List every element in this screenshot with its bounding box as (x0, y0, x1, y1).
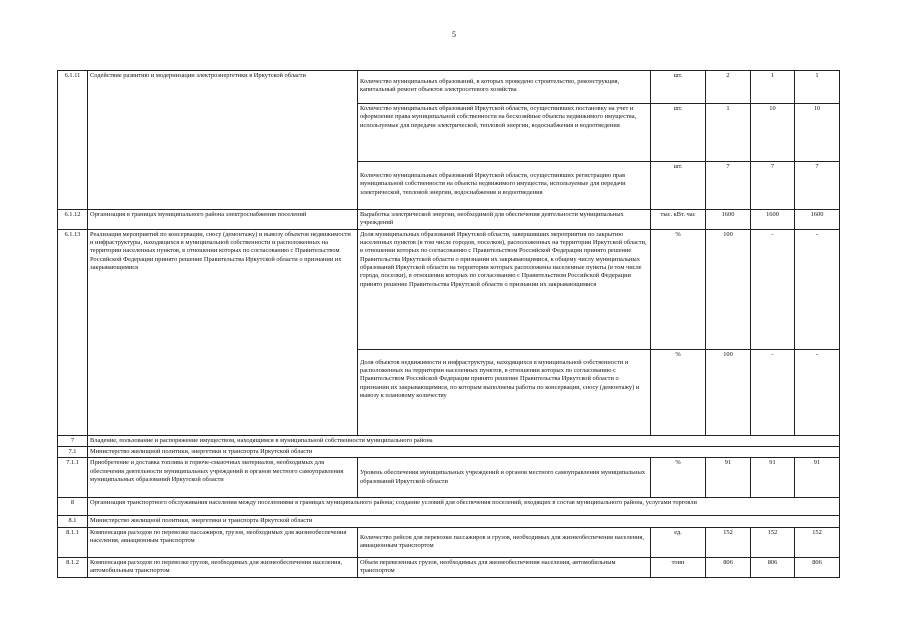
value-cell: 806 (795, 557, 840, 577)
unit-cell: ед. (651, 527, 706, 557)
row-number: 8.1.2 (58, 557, 88, 577)
unit-cell: шт. (651, 162, 706, 210)
unit-cell: шт. (651, 71, 706, 104)
value-cell: 91 (706, 458, 751, 498)
row-number: 6.1.13 (58, 229, 88, 435)
value-cell: 7 (795, 162, 840, 210)
indicators-table (57, 70, 840, 578)
value-cell: 2 (706, 71, 751, 104)
value-cell: 152 (706, 527, 751, 557)
section-number: 7.1 (58, 446, 88, 457)
value-cell: 7 (751, 162, 795, 210)
table-row (58, 527, 840, 557)
value-cell: 100 (706, 349, 751, 435)
activity-name: Приобретение и доставка топлива и горюче-смазочных материалов, необходимых для обеспечения деятельности муниципальных учреждений и органов местного самоуправления муниципальных образований Иркутской области (88, 458, 358, 498)
unit-cell: тонн (651, 557, 706, 577)
activity-name: Компенсация расходов по перевозке грузов, необходимых для жизнеобеспечения населения, автомобильным транспортом (88, 557, 358, 577)
value-cell: - (751, 229, 795, 349)
indicator-text: Количество муниципальных образований, в которых проведено строительство, реконструкция, капитальный ремонт объектов электросетевого хозяйства (358, 71, 651, 104)
value-cell: - (795, 349, 840, 435)
indicator-text: Количество муниципальных образований Иркутской области, осуществивших постановку на учет и оформление права муниципальной собственности на бесхозяйные объекты недвижимого имущества, используемые для передачи электрической, тепловой энергии, водоснабжения и водоотведения (358, 104, 651, 162)
value-cell: 152 (751, 527, 795, 557)
value-cell: 152 (795, 527, 840, 557)
indicator-text: Доля объектов недвижимости и инфраструктуры, находящихся в муниципальной собственности и расположенных на территории населенных пунктов, в отношении которых по согласованию с Правительством Российской Федерации принято решение Правительства Иркутской области о признании их закрывающимися, по которым выполнены работы по консервации, сносу (демонтажу) и вывозу к плановому количеству (358, 349, 651, 435)
section-number: 8 (58, 498, 88, 516)
value-cell: 91 (751, 458, 795, 498)
section-title: Министерство жилищной политики, энергетики и транспорта Иркутской области (88, 516, 840, 527)
row-number: 6.1.12 (58, 210, 88, 230)
value-cell: 806 (706, 557, 751, 577)
value-cell: 91 (795, 458, 840, 498)
value-cell: 1 (795, 71, 840, 104)
section-number: 8.1 (58, 516, 88, 527)
table-row (58, 229, 840, 349)
row-number: 7.1.1 (58, 458, 88, 498)
unit-cell: тыс. кВт. час (651, 210, 706, 230)
activity-name: Реализация мероприятий по консервации, сносу (демонтажу) и вывозу объектов недвижимости и инфраструктуры, находящихся в муниципальной собственности и расположенных на территории населенных пунктов, в отношении которых по согласованию с Правительством Российской Федерации принято решение Правительства Иркутской области о признании их закрывающимися (88, 229, 358, 435)
indicator-text: Объем перевезенных грузов, необходимых для жизнеобеспечения населения, автомобильным транспортом (358, 557, 651, 577)
indicator-text: Количество рейсов для перевозки пассажиров и грузов, необходимых для жизнеобеспечения населения, авиационным транспортом (358, 527, 651, 557)
value-cell: 1 (706, 104, 751, 162)
section-row (58, 516, 840, 527)
value-cell: - (751, 349, 795, 435)
indicator-text: Выработка электрической энергии, необходимой для обеспечения деятельности муниципальных учреждений (358, 210, 651, 230)
value-cell: - (795, 229, 840, 349)
table-row (58, 71, 840, 104)
indicator-text: Доля муниципальных образований Иркутской области, завершивших мероприятия по закрытию населенных пунктов (в том числе городов, поселков), расположенных на территории Иркутской области, в отношении которых по согласованию с Правительством Российской Федерации принято решение Правительства Иркутской области о признании их закрывающимися, к общему числу муниципальных образований Иркутской области на территории которых расположены населенные пункты (в том числе города, поселки), в отношении которых по согласованию с Правительством Российской Федерации принято решение Правительства Иркутской области о признании их закрывающимися (358, 229, 651, 349)
unit-cell: % (651, 349, 706, 435)
table-row (58, 458, 840, 498)
row-number: 8.1.1 (58, 527, 88, 557)
section-row (58, 446, 840, 457)
activity-name: Компенсация расходов по перевозке пассажиров, грузов, необходимых для жизнеобеспечения населения, авиационным транспортом (88, 527, 358, 557)
value-cell: 1600 (751, 210, 795, 230)
value-cell: 7 (706, 162, 751, 210)
activity-name: Организация в границах муниципального района электроснабжения поселений (88, 210, 358, 230)
indicator-text: Количество муниципальных образований Иркутской области, осуществивших регистрацию прав муниципальной собственности на объекты недвижимого имущества, используемые для передачи электрической, тепловой энергии, водоснабжения и водоотведения (358, 162, 651, 210)
activity-name: Содействие развитию и модернизации электроэнергетики в Иркутской области (88, 71, 358, 210)
indicator-text: Уровень обеспечения муниципальных учреждений и органов местного самоуправления муниципальных образований Иркутской области (358, 458, 651, 498)
value-cell: 10 (751, 104, 795, 162)
row-number: 6.1.11 (58, 71, 88, 210)
section-row (58, 498, 840, 516)
value-cell: 806 (751, 557, 795, 577)
table-row (58, 557, 840, 577)
section-title: Министерство жилищной политики, энергетики и транспорта Иркутской области (88, 446, 840, 457)
value-cell: 1 (751, 71, 795, 104)
section-number: 7 (58, 435, 88, 446)
unit-cell: шт. (651, 104, 706, 162)
table-row (58, 210, 840, 230)
value-cell: 1600 (706, 210, 751, 230)
value-cell: 10 (795, 104, 840, 162)
page-number: 5 (452, 30, 456, 39)
value-cell: 1600 (795, 210, 840, 230)
unit-cell: % (651, 458, 706, 498)
section-title: Организация транспортного обслуживания населения между поселениями в границах муниципального района; создание условий для обеспечения поселений, входящих в состав муниципального района, услугами торговли (88, 498, 840, 516)
value-cell: 100 (706, 229, 751, 349)
unit-cell: % (651, 229, 706, 349)
section-row (58, 435, 840, 446)
section-title: Владение, пользование и распоряжение имуществом, находящимся в муниципальной собственности муниципального района (88, 435, 840, 446)
